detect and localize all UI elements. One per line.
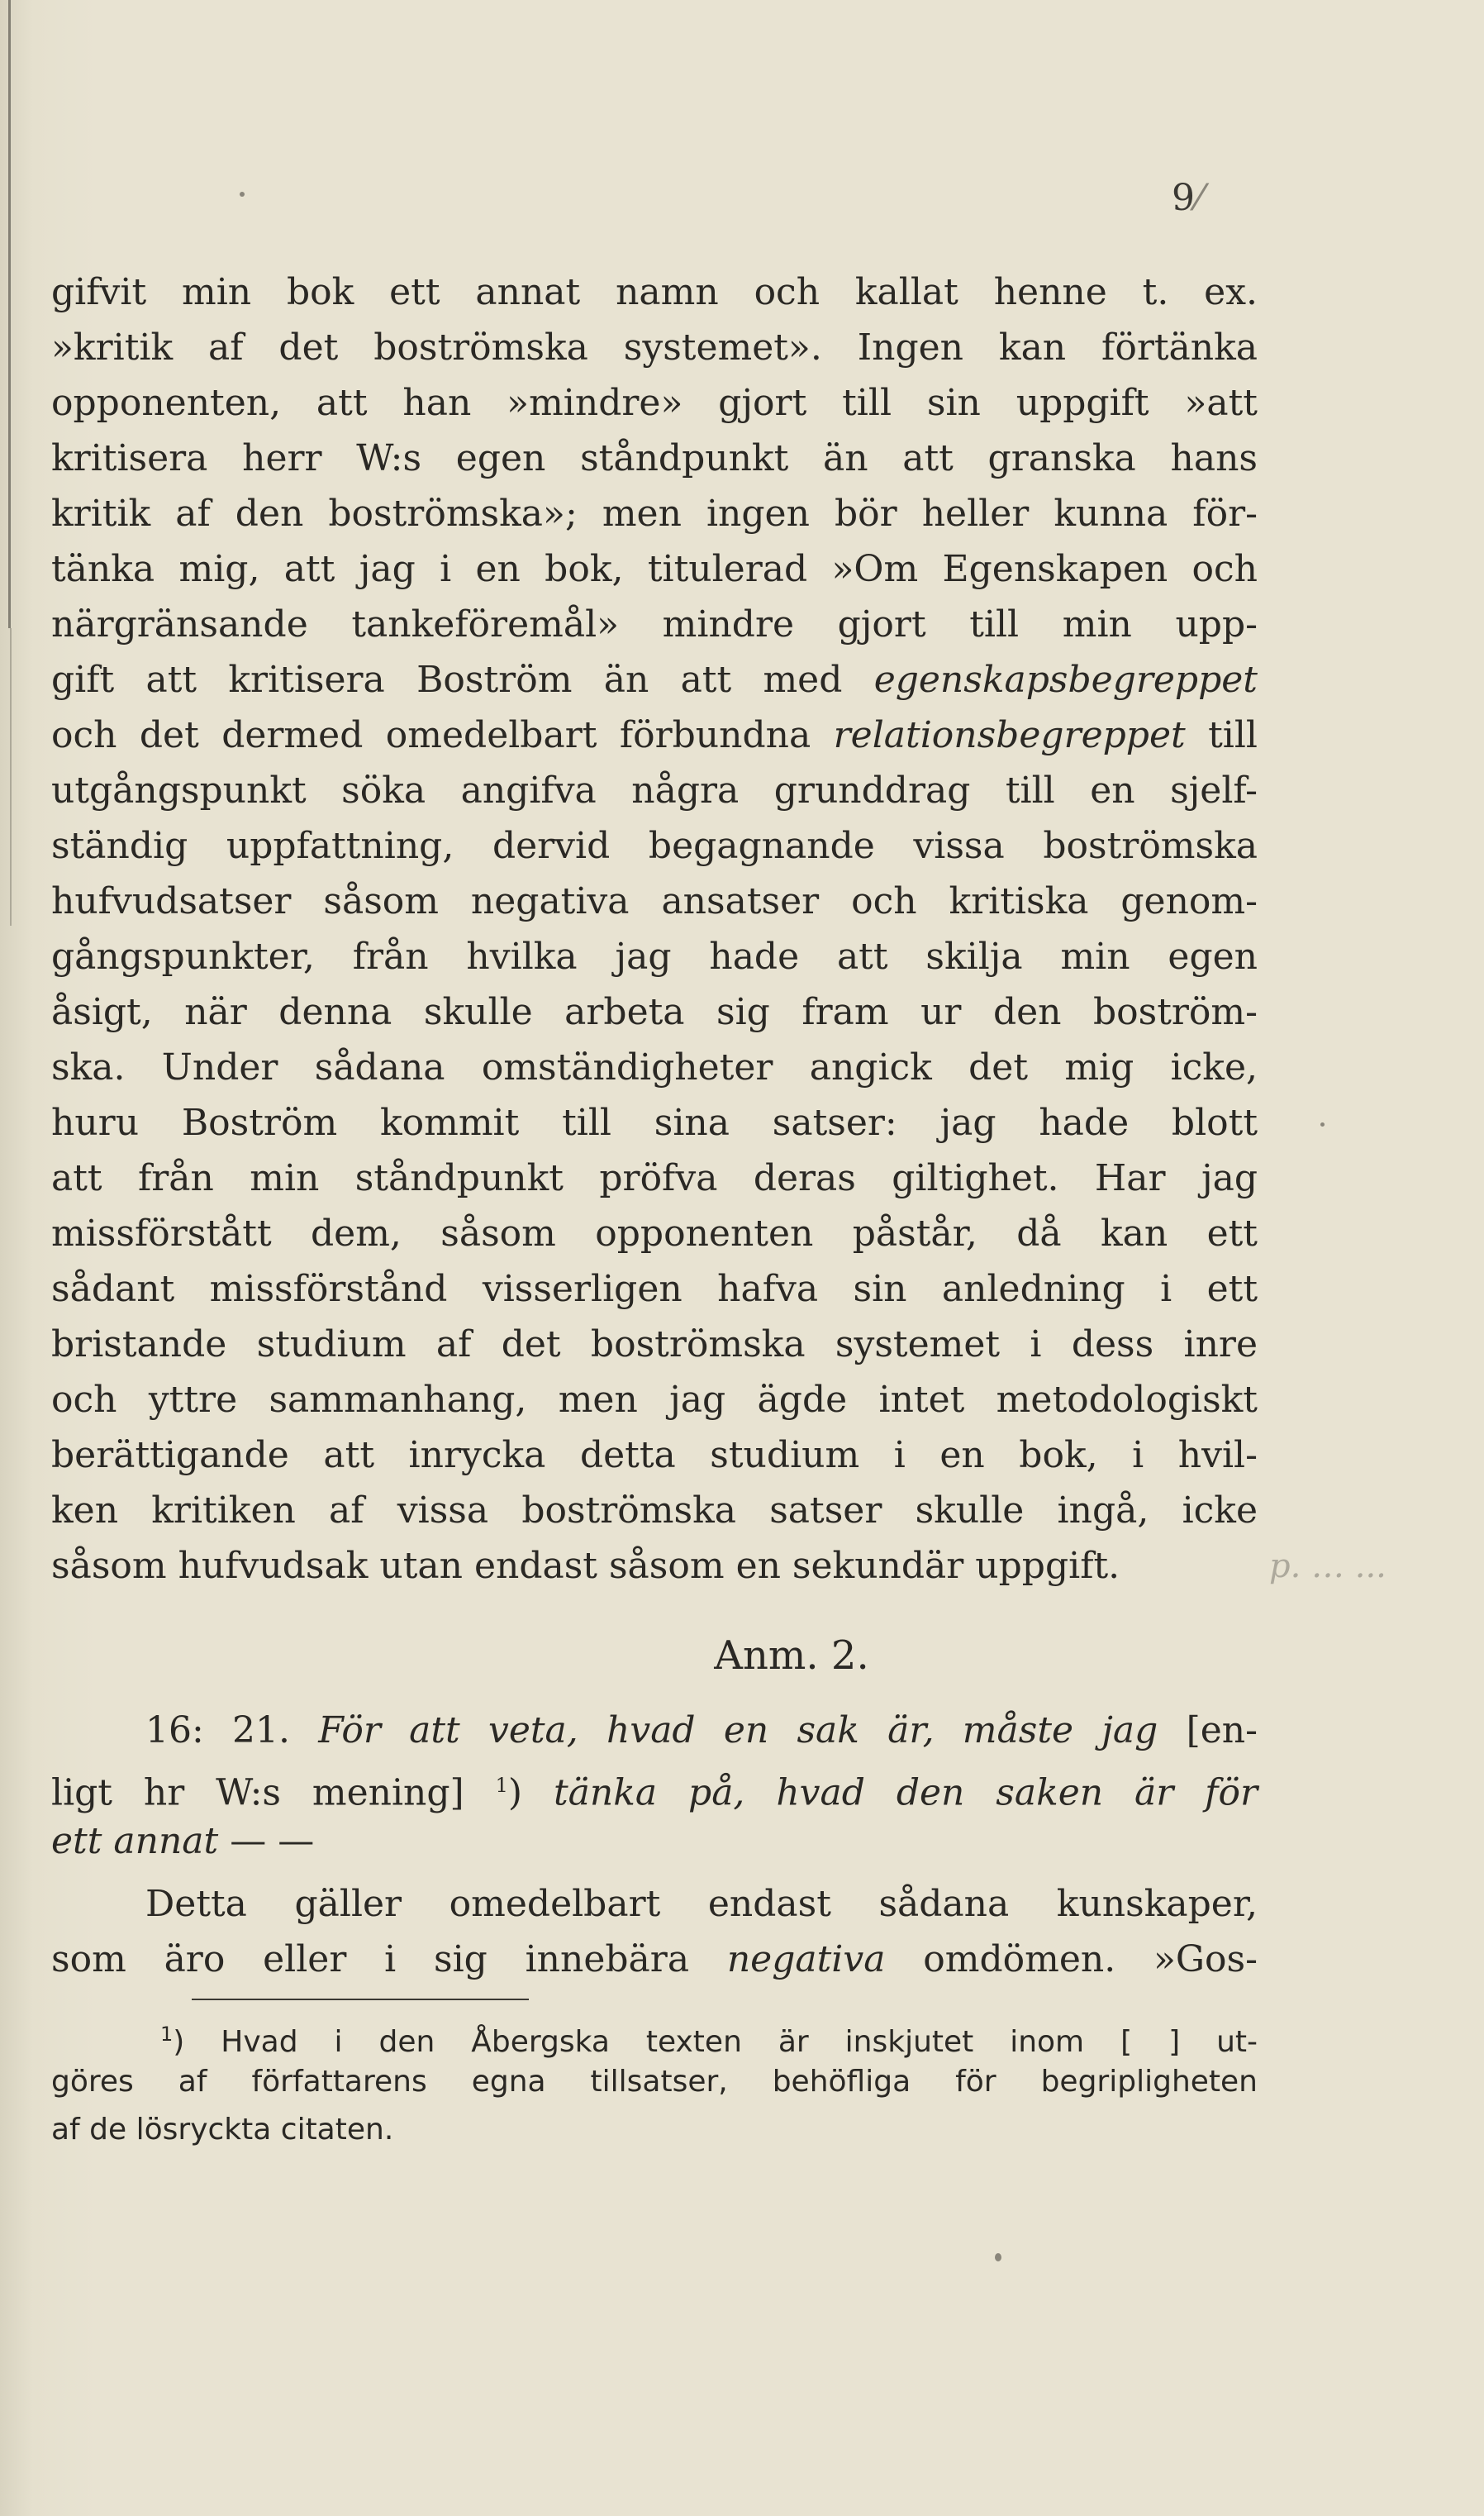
text-segment: Hvad i den Åbergska texten är inskjutet inom [ ] ut- (184, 2025, 1258, 2059)
text-segment: gift att kritisera Boström än att med (51, 659, 874, 701)
italic-quote: För att veta, hvad en sak är, måste jag (318, 1709, 1158, 1751)
italic-term: negativa (726, 1938, 886, 1980)
text-segment: [en- (1158, 1709, 1258, 1751)
text-segment: omdömen. »Gos- (885, 1938, 1258, 1980)
text-line: ska. Under sådana omständigheter angick det mig icke, (51, 1046, 1258, 1089)
quoted-passage (51, 1703, 1258, 1869)
text-line (51, 1758, 1258, 1813)
text-line: såsom hufvudsak utan endast såsom en sekundär uppgift. (51, 1545, 1120, 1587)
footnote-line: af de lösryckta citaten. (51, 2113, 394, 2147)
main-paragraph (51, 264, 1258, 1594)
pencil-margin-note: p. … ... (1269, 1547, 1386, 1585)
text-line: hufvudsatser såsom negativa ansatser och kritiska genom- (51, 880, 1258, 922)
text-line (51, 1813, 1258, 1869)
text-segment: — — (218, 1820, 315, 1862)
italic-term: egenskapsbegreppet (873, 659, 1258, 701)
text-line (51, 1703, 1258, 1758)
text-line: ken kritiken af vissa boströmska satser skulle ingå, icke (51, 1489, 1258, 1532)
footnote-divider (192, 1999, 529, 2000)
binding-edge-line-lower (10, 628, 12, 926)
text-line: huru Boström kommit till sina satser: jag hade blott (51, 1102, 1258, 1144)
text-line: kritisera herr W:s egen ståndpunkt än att granska hans (51, 437, 1258, 479)
footnote-line (51, 2010, 1258, 2058)
text-line: ständig uppfattning, dervid begagnande vissa boströmska (51, 825, 1258, 867)
italic-quote: ett annat (51, 1820, 219, 1862)
text-line: Detta gäller omedelbart endast sådana kunskaper, (145, 1883, 1258, 1925)
text-line: att från min ståndpunkt pröfva deras giltighet. Har jag (51, 1157, 1258, 1199)
text-segment: ) (173, 2025, 185, 2059)
margin-speck (1320, 1122, 1325, 1127)
commentary-paragraph (51, 1876, 1258, 1987)
text-line: och yttre sammanhang, men jag ägde intet metodologiskt (51, 1379, 1258, 1421)
pencil-tick-mark: ⁄ (1196, 177, 1203, 219)
text-line: missförstått dem, såsom opponenten påstår, då kan ett (51, 1213, 1258, 1255)
text-line: gifvit min bok ett annat namn och kallat henne t. ex. (51, 271, 1258, 313)
text-line: sådant missförstånd visserligen hafva sin anledning i ett (51, 1268, 1258, 1310)
section-heading: Anm. 2. (714, 1632, 869, 1679)
text-line: kritik af den boströmska»; men ingen bör heller kunna för- (51, 493, 1258, 535)
footnote-line: göres af författarens egna tillsatser, behöfliga för begripligheten (51, 2065, 1258, 2099)
text-line: närgränsande tankeföremål» mindre gjort till min upp- (51, 603, 1258, 646)
footnote-marker: 1 (160, 2023, 174, 2046)
text-line: opponenten, att han »mindre» gjort till sin uppgift »att (51, 382, 1258, 424)
text-line: »kritik af det boströmska systemet». Ingen kan förtänka (51, 326, 1258, 369)
page-number: 9 (1172, 177, 1195, 219)
text-line-with-italic (51, 708, 1258, 763)
text-segment: ) (507, 1771, 554, 1814)
text-segment: som äro eller i sig innebära (51, 1938, 727, 1980)
text-line: berättigande att inrycka detta studium i en bok, i hvil- (51, 1434, 1258, 1476)
text-segment: ligt hr W:s mening] (51, 1771, 496, 1814)
footnote (51, 2010, 1258, 2154)
page-reference: 16: 21. (145, 1709, 291, 1751)
text-segment: till (1185, 714, 1258, 756)
text-line: åsigt, när denna skulle arbeta sig fram ur den boström- (51, 991, 1258, 1033)
footnote-reference: 1 (495, 1774, 508, 1797)
text-line (51, 1932, 1258, 1987)
binding-edge-line (8, 0, 11, 628)
text-line: tänka mig, att jag i en bok, titulerad »Om Egenskapen och (51, 548, 1258, 590)
ink-speck (995, 2253, 1001, 2261)
text-line: utgångspunkt söka angifva några grunddrag till en sjelf- (51, 770, 1258, 812)
italic-term: relationsbegreppet (833, 714, 1186, 756)
ink-speck (240, 192, 245, 197)
italic-quote: tänka på, hvad den saken är för (553, 1771, 1258, 1814)
text-segment: och det dermed omedelbart förbundna (51, 714, 834, 756)
text-line: bristande studium af det boströmska systemet i dess inre (51, 1323, 1258, 1365)
text-line: gångspunkter, från hvilka jag hade att skilja min egen (51, 936, 1258, 978)
text-line-with-italic (51, 652, 1258, 708)
